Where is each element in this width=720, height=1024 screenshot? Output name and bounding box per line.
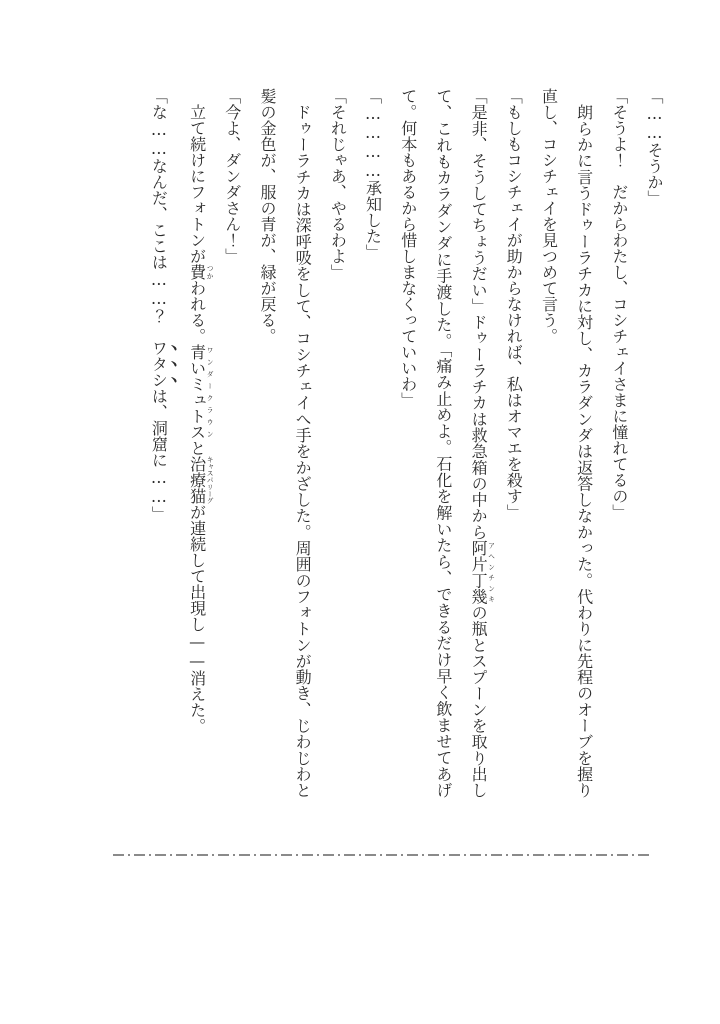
paragraph-4: 「もしもコシチェイが助からなければ、私はオマエを殺す」 bbox=[504, 88, 524, 520]
paragraph-9: 「今よ、ダンダさん！」 bbox=[222, 88, 242, 264]
paragraph-5: 「是非、そうしてちょうだい」ドゥーラチカは救急箱の中から阿片丁幾アヘンチンキの瓶とスプーンを取り出して、これもカラダンダに手渡した。「痛み止めよ。石化を解いたら、できるだけ早く飲ませてあげて。何本もあるから惜しまなくっていいわ」 bbox=[398, 88, 495, 799]
ruby-annotated-word: 青いミュトスワンダークラウン bbox=[187, 344, 214, 440]
paragraph-1: 「……そうか」 bbox=[645, 88, 664, 206]
emphasized-word: ワタシ bbox=[149, 340, 169, 388]
ruby-annotated-word: 阿片丁幾アヘンチンキ bbox=[469, 539, 495, 605]
ruby-annotated-word: 費つか bbox=[187, 264, 214, 280]
scene-break-dashed-line bbox=[113, 854, 653, 856]
novel-text-area bbox=[141, 88, 672, 798]
paragraph-2: 「そうよ！ だからわたし、コシチェイさまに憧れてるの」 bbox=[609, 88, 629, 520]
paragraph-6: 「…………承知した」 bbox=[363, 88, 383, 260]
ruby-annotated-word: 治療猫キャスパリーグ bbox=[187, 456, 214, 504]
paragraph-7: 「それじゃあ、やるわよ」 bbox=[328, 88, 348, 280]
paragraph-3: 朗らかに言うドゥーラチカに対し、カラダンダは返答しなかった。代わりに先程のオーブを握り直し、コシチェイを見つめて言う。 bbox=[539, 88, 594, 798]
paragraph-10: 立て続けにフォトンが費つかわれる。青いミュトスワンダークラウンと治療猫キャスパリーグが連続して出現し——消えた。 bbox=[187, 88, 214, 734]
paragraph-11: 「な……なんだ、ここは……？ ワタシは、洞窟に……」 bbox=[149, 88, 169, 522]
paragraph-8: ドゥーラチカは深呼吸をして、コシチェイへ手をかざした。周囲のフォトンが動き、じわじわと髪の金色が、服の青が、緑が戻る。 bbox=[257, 88, 313, 798]
